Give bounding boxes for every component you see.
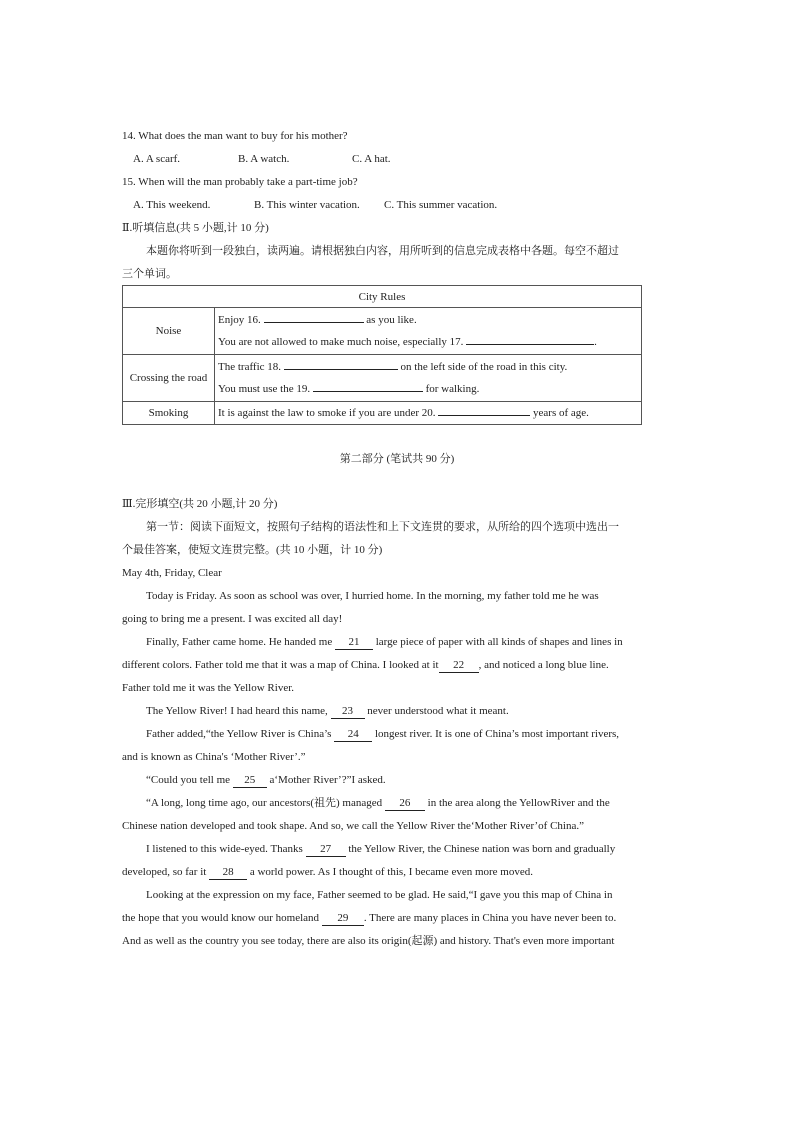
crossing-line2-end: for walking. [425, 383, 480, 395]
blank-28[interactable]: 28 [209, 866, 247, 880]
q14-option-a: A. A scarf. [133, 153, 181, 165]
city-rules-table [122, 285, 642, 425]
q15-option-c: C. This summer vacation. [384, 199, 498, 211]
passage-line: And as well as the country you see today, there are also its origin(起源) and history. That's even more important [122, 935, 615, 947]
blank-26[interactable]: 26 [385, 797, 425, 811]
section3-instruction-cont: 个最佳答案，使短文连贯完整。(共 10 小题，计 10 分) [122, 544, 383, 556]
passage-line: Father told me it was the Yellow River. [122, 682, 295, 694]
q14-option-b: B. A watch. [238, 153, 290, 165]
passage-line: different colors. Father told me that it was a map of China. I looked at it 22 , and noticed a long blue line. [122, 659, 609, 671]
passage-line: “Could you tell me 25 a‘Mother River’?”I asked. [146, 774, 386, 786]
passage-line: Today is Friday. As soon as school was over, I hurried home. In the morning, my father told me he was [146, 590, 599, 602]
q15-option-a: A. This weekend. [133, 199, 211, 211]
crossing-label: Crossing the road [123, 355, 215, 402]
blank-27[interactable]: 27 [306, 843, 346, 857]
section3-instruction: 第一节：阅读下面短文，按照句子结构的语法性和上下文连贯的要求，从所给的四个选项中选出一 [146, 521, 619, 533]
q14-stem: 14. What does the man want to buy for his mother? [122, 130, 348, 142]
blank-23[interactable]: 23 [331, 705, 365, 719]
noise-line1-end: as you like. [366, 314, 417, 326]
blank-18-text: The traffic 18. [218, 361, 282, 373]
blank-19[interactable] [313, 391, 423, 392]
blank-18[interactable] [284, 369, 398, 370]
passage-line: the hope that you would know our homeland 29 . There are many places in China you have never been to. [122, 912, 617, 924]
blank-25[interactable]: 25 [233, 774, 267, 788]
blank-19-text: You must use the 19. [218, 383, 311, 395]
section2-instruction-cont: 三个单词。 [122, 268, 177, 280]
smoking-cell [215, 402, 642, 425]
smoking-line-end: years of age. [533, 407, 589, 419]
part2-title: 第二部分 (笔试共 90 分) [339, 453, 455, 465]
crossing-line1-end: on the left side of the road in this city. [400, 361, 568, 373]
q15-option-b: B. This winter vacation. [254, 199, 360, 211]
blank-17-text: You are not allowed to make much noise, especially 17. [218, 336, 464, 348]
passage-line: developed, so far it 28 a world power. As I thought of this, I became even more moved. [122, 866, 533, 878]
section2-instruction: 本题你将听到一段独白，读两遍。请根据独白内容，用所听到的信息完成表格中各题。每空不超过 [146, 245, 619, 257]
blank-20-text: It is against the law to smoke if you are under 20. [218, 407, 436, 419]
passage-line: Father added,“the Yellow River is China’s 24 longest river. It is one of China’s most important rivers, [146, 728, 620, 740]
q14-option-c: C. A hat. [352, 153, 391, 165]
passage-line: and is known as China's ‘Mother River’.” [122, 751, 306, 763]
q15-stem: 15. When will the man probably take a part-time job? [122, 176, 358, 188]
passage-line: going to bring me a present. I was excited all day! [122, 613, 343, 625]
table-title: City Rules [123, 286, 642, 308]
blank-21[interactable]: 21 [335, 636, 373, 650]
crossing-cell [215, 355, 642, 402]
smoking-label: Smoking [123, 402, 215, 425]
passage-line: Chinese nation developed and took shape. And so, we call the Yellow River the‘Mother River’of China.” [122, 820, 585, 832]
passage-line: Finally, Father came home. He handed me 21 large piece of paper with all kinds of shapes and lines in [146, 636, 623, 648]
blank-29[interactable]: 29 [322, 912, 364, 926]
passage-line: I listened to this wide-eyed. Thanks 27 the Yellow River, the Chinese nation was born and gradually [146, 843, 616, 855]
passage-line: The Yellow River! I had heard this name, 23 never understood what it meant. [146, 705, 509, 717]
passage-line: Looking at the expression on my face, Father seemed to be glad. He said,“I gave you this map of China in [146, 889, 613, 901]
blank-22[interactable]: 22 [439, 659, 479, 673]
blank-17[interactable] [466, 344, 594, 345]
section2-title: Ⅱ.听填信息(共 5 小题,计 10 分) [122, 222, 269, 234]
blank-16[interactable] [264, 322, 364, 323]
blank-20[interactable] [438, 415, 530, 416]
passage-line: “A long, long time ago, our ancestors(祖先) managed 26 in the area along the YellowRiver and the [146, 797, 610, 809]
noise-label: Noise [123, 308, 215, 355]
noise-cell [215, 308, 642, 355]
blank-16-text: Enjoy 16. [218, 314, 261, 326]
diary-date: May 4th, Friday, Clear [122, 567, 222, 579]
noise-line2-end: . [594, 336, 597, 348]
blank-24[interactable]: 24 [334, 728, 372, 742]
section3-title: Ⅲ.完形填空(共 20 小题,计 20 分) [122, 498, 278, 510]
